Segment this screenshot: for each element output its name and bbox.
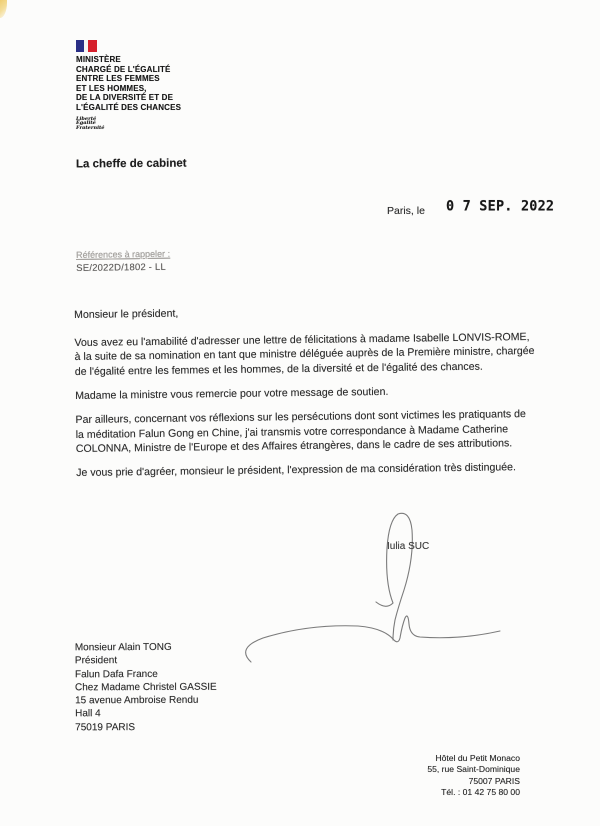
footer-address-line: 75007 PARIS [468,775,520,786]
handwritten-signature [228,498,572,678]
republic-motto [76,117,181,131]
ministry-name-line: MINISTÈRE [76,55,121,64]
recipient-address-line: Falun Dafa France [74,668,158,680]
scan-corner-artifact [0,0,7,18]
ministry-name-line: ET LES HOMMES, [76,83,147,93]
paragraph [75,407,556,457]
recipient-address-line: Hall 4 [75,708,101,720]
salutation: Monsieur le président, [74,307,179,321]
motto-line: Liberté [76,115,97,122]
reference-label: Références à rappeler : [76,248,171,260]
ministry-name [76,55,181,113]
body-line: COLONNA, Ministre de l'Europe et des Affaires étrangères, dans le cadre de ses attributions. [75,437,513,456]
dateline-place: Paris, le [387,205,425,217]
recipient-address-line: Chez Madame Christel GASSIE [74,681,217,694]
paragraph [75,383,555,404]
reference-number: SE/2022D/1802 - LL [76,261,167,274]
recipient-address-line: 75019 PARIS [75,721,136,734]
body-line: la méditation Falun Gong en Chine, j'ai transmis votre correspondance à Madame Catherine [75,422,509,441]
paragraphs [74,329,556,481]
body-line: de l'égalité entre les femmes et les hommes, de la diversité et de l'égalité des chances. [74,360,483,378]
letter-body [74,302,556,491]
recipient-address-line: Monsieur Alain TONG [74,641,172,654]
footer-address-line: Hôtel du Petit Monaco [435,753,520,763]
date-stamp: 0 7 SEP. 2022 [446,197,555,215]
ministry-name-line: ENTRE LES FEMMES [76,74,160,84]
recipient-address-line: 15 avenue Ambroise Rendu [75,694,199,707]
reference-block [76,249,170,274]
ministry-name-line: CHARGÉ DE L'ÉGALITÉ [76,64,171,74]
body-line: Je vous prie d'agréer, monsieur le président, l'expression de ma considération très distinguée. [76,461,517,480]
ministry-name-line: L'ÉGALITÉ DES CHANCES [76,102,182,112]
recipient-address-line: Président [74,655,118,667]
paragraph [76,460,556,481]
body-line: à la suite de sa nomination en tant que ministre déléguée auprès de la Première ministre, chargée [74,345,535,364]
footer-address-line: Tél. : 01 42 75 80 00 [441,787,520,798]
footer-address [330,753,520,799]
sender-title: La cheffe de cabinet [75,157,187,171]
motto-line: Fraternité [76,125,105,132]
footer-address-line: 55, rue Saint-Dominique [427,764,520,775]
signature-name: Iulia SUC [387,541,430,552]
ministry-name-line: DE LA DIVERSITÉ ET DE [76,93,174,103]
ministry-letterhead [76,40,181,131]
body-line: Par ailleurs, concernant vos réflexions sur les persécutions dont sont victimes les pratiquants de [75,408,526,426]
paragraph [74,329,555,379]
recipient-address [75,641,217,735]
motto-line: Égalité [76,120,96,127]
body-line: Madame la ministre vous remercie pour votre message de soutien. [75,385,389,402]
body-line: Vous avez eu l'amabilité d'adresser une lettre de félicitations à madame Isabelle LONVIS-ROME, [74,330,530,349]
french-flag-icon [76,40,97,52]
